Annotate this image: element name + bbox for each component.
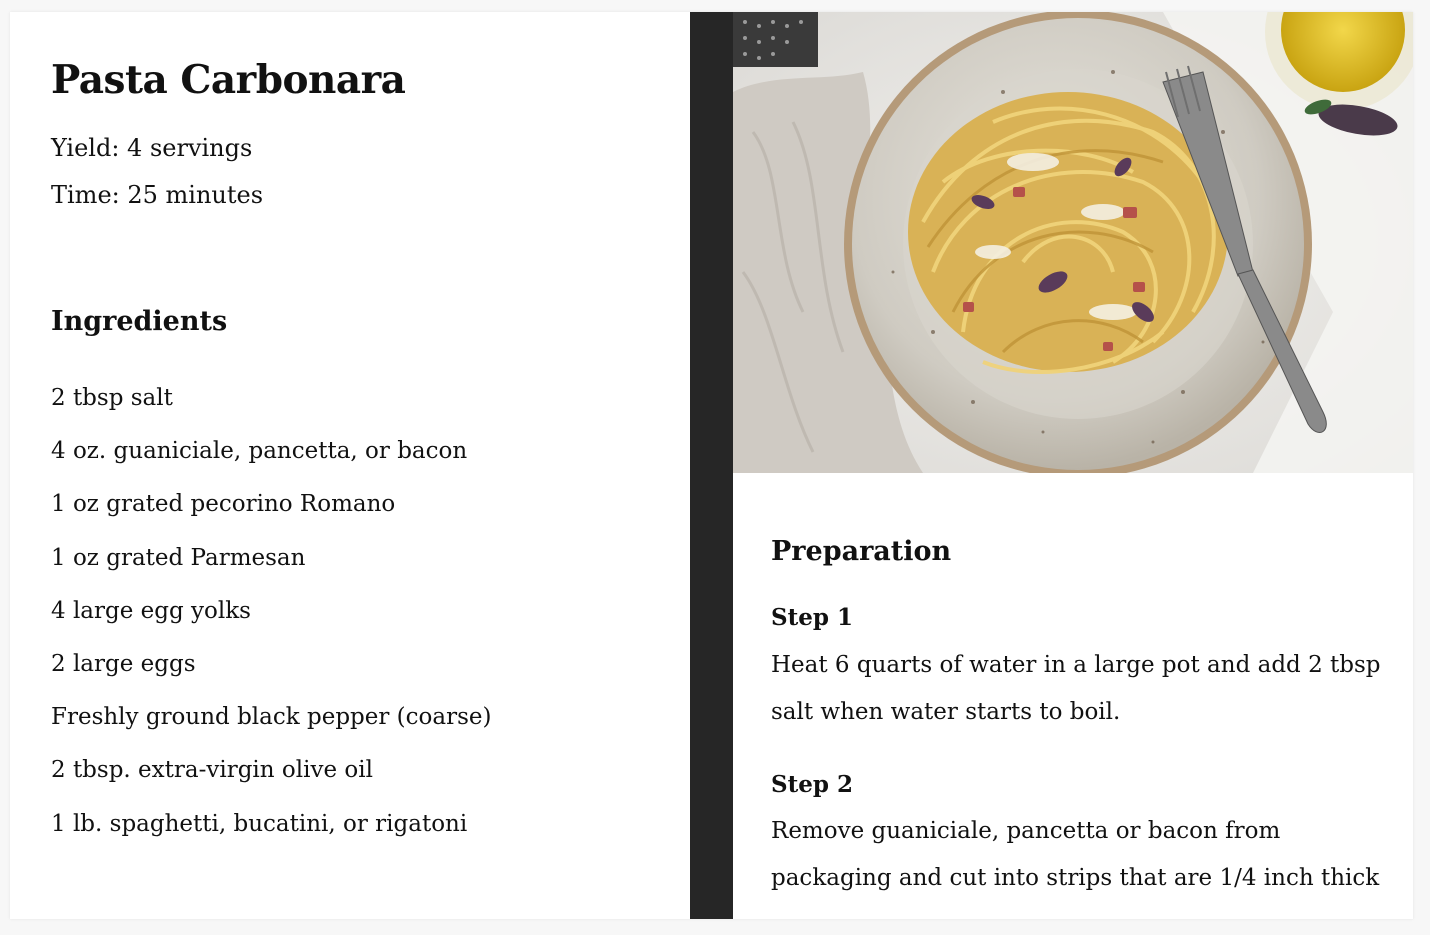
recipe-yield: Yield: 4 servings: [51, 134, 253, 162]
pasta-photo-illustration: [733, 12, 1413, 473]
pasta-photo: [733, 12, 1413, 473]
column-divider: [690, 12, 733, 919]
ingredients-list: [51, 382, 491, 861]
step-label: Step 1: [771, 604, 853, 631]
ingredient-item: 1 oz grated pecorino Romano: [51, 491, 396, 518]
ingredient-item: 1 oz grated Parmesan: [51, 544, 306, 571]
ingredient-item: Freshly ground black pepper (coarse): [51, 704, 492, 731]
ingredient-item: 1 lb. spaghetti, bucatini, or rigatoni: [51, 810, 468, 837]
step-text: Heat 6 quarts of water in a large pot and add 2 tbsp salt when water starts to boil.: [771, 652, 1381, 725]
ingredient-item: 4 large egg yolks: [51, 597, 251, 624]
recipe-detail-panel: [733, 12, 1413, 919]
recipe-page: [10, 12, 1413, 919]
step-label: Step 2: [771, 771, 853, 798]
recipe-summary-panel: [10, 12, 690, 919]
step-text: Remove guaniciale, pancetta or bacon from packaging and cut into strips that are 1/4 inch thick: [771, 818, 1380, 891]
ingredient-item: 2 tbsp salt: [51, 385, 173, 411]
ingredient-item: 2 large eggs: [51, 650, 196, 677]
ingredient-item: 2 tbsp. extra-virgin olive oil: [51, 757, 373, 784]
preparation-heading: Preparation: [771, 536, 952, 567]
ingredients-heading: Ingredients: [51, 306, 228, 337]
recipe-time: Time: 25 minutes: [51, 181, 264, 209]
ingredient-item: 4 oz. guaniciale, pancetta, or bacon: [51, 438, 468, 465]
recipe-title: Pasta Carbonara: [51, 57, 406, 103]
